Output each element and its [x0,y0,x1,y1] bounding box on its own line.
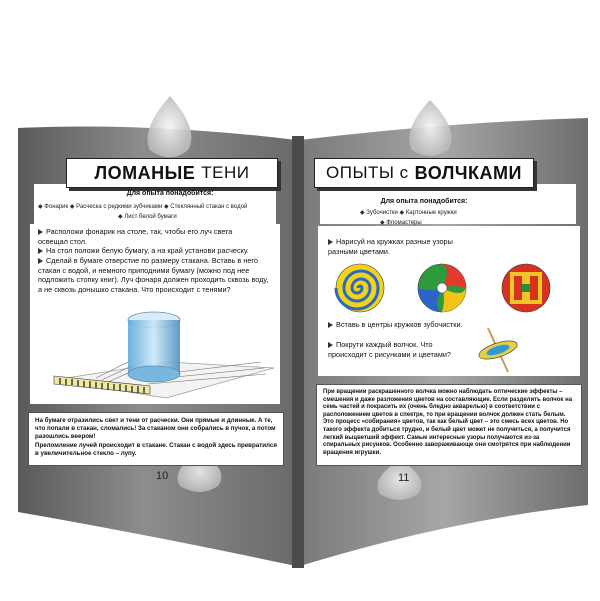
spinning-top-illustration [474,326,524,376]
left-needs-title: Для опыта понадобится: [126,190,214,197]
right-page-title [314,158,534,188]
need-item: Стеклянный стакан с водой [170,204,248,210]
glass-comb-illustration [36,298,276,408]
need-item: Фонарик [44,204,69,210]
left-instruction-2: На стол положи белую бумагу, а на край установи расческу. [38,246,263,256]
right-result-text: При вращении раскрашенного волчка можно наблюдать оптические эффекты – смешения и даже разложения цветов на составляющие. Если разделить волчок на семь частей и покрасить их (очень бледно акварелью) в соответствии с расположением цветов в спектре, то при вращении волчок должен стать белым. Это процесс «собирания» цветов, так как белый цвет – это смесь всех цветов. Но такого эффекта добиться трудно, и белый цвет может не получиться, а получится легкий выцветший эффект. Самые интересные узоры получаются из-за спиральных рисунков. Особенно завораживающе они смотрятся при наблюдении вращения игрушки. [323,389,573,456]
need-item: Картонные кружки [405,210,457,216]
left-result-box [28,412,284,466]
right-needs-title: Для опыта понадобится: [380,198,468,205]
right-instruction-1: Нарисуй на кружках разные узоры разными цветами. [328,237,453,256]
left-instruction-3: Сделай в бумаге отверстие по размеру стакана. Вставь в него стакан с водой, и немного приподними бумагу (можно под нее подложить стопку книг). Луч фонаря должен проходить сквозь воду, а не сквозь донышко стакана. Что происходит с тенями? [38,256,269,294]
need-item: Расческа с редкими зубчиками [76,204,163,210]
left-title-bold: ЛОМАНЫЕ [94,162,196,183]
pinwheel-disk [502,264,550,312]
right-page-number: 11 [398,472,410,484]
left-result-text: На бумаге отразились свет и тени от расчески. Они прямые и длинные. А те, что попали в стакан, сломались! За стаканом они собрались в пучок, а потом разошлись веером! [35,417,276,441]
need-item: Зубочистки [366,210,398,216]
right-needs-line2: ◆ Фломастеры [380,220,422,226]
left-needs-line1: ◆ Фонарик ◆ Расческа с редкими зубчиками ◆ Стеклянный стакан с водой [38,204,248,210]
right-title-bold: ВОЛЧКАМИ [414,162,522,183]
left-result-text-2: Преломление лучей происходит в стакане. Стакан с водой здесь превратился в увеличительное стекло – лупу. [35,441,277,457]
left-needs-line2: ◆ Лист белой бумаги [118,214,177,220]
left-page-number: 10 [156,470,169,482]
right-result-box [316,384,582,466]
right-needs-line1: ◆ Зубочистки ◆ Картонные кружки [360,210,457,216]
need-item: Лист белой бумаги [124,214,177,220]
spiral-disk [336,264,384,312]
right-instruction-3: Покрути каждый волчок. Что происходит с рисунками и цветами? [328,340,451,359]
need-item: Фломастеры [386,220,422,226]
left-title-thin: ТЕНИ [201,163,250,182]
right-title-thin: ОПЫТЫ с [326,163,409,182]
right-instruction-2: Вставь в центры кружков зубочистки. [328,320,488,330]
left-instruction-1: Расположи фонарик на столе, так, чтобы его луч света освещал стол. [38,227,233,246]
swirl-disk [418,264,466,312]
top-disks-illustration [330,262,570,318]
left-page-title [66,158,278,188]
